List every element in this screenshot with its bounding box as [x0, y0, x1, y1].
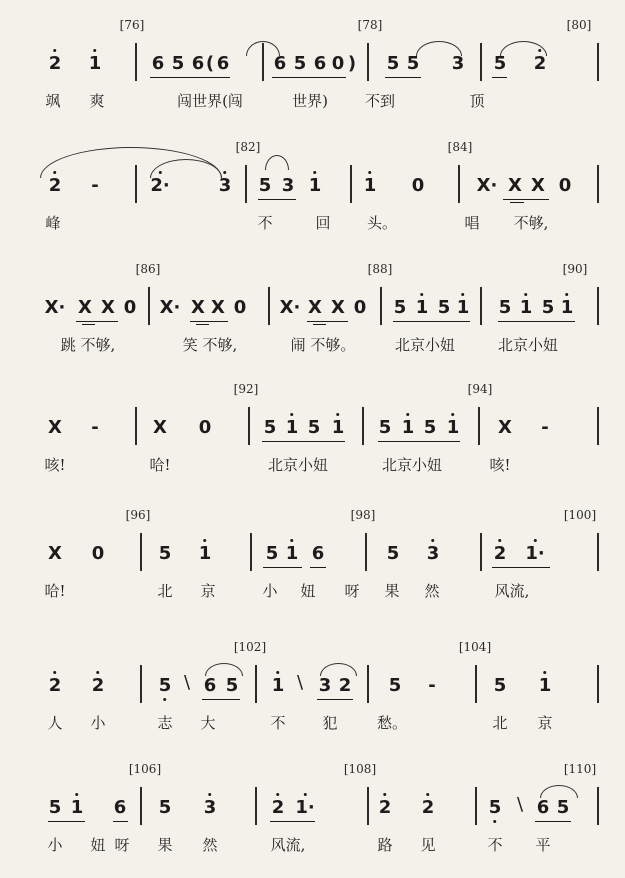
slur-arc [205, 663, 243, 676]
beam-line [492, 77, 507, 78]
notes-row [0, 165, 625, 205]
score-system [0, 508, 625, 608]
bar-line [140, 533, 142, 571]
beam-line [150, 77, 230, 78]
note-glyph: 5 [489, 799, 502, 817]
bar-line [365, 533, 367, 571]
bar-line [597, 787, 599, 825]
note-glyph: 5 [386, 53, 400, 74]
measure-number: [86] [135, 262, 161, 276]
beam-line [202, 699, 240, 700]
lyric-text: 唱 [464, 214, 480, 232]
lyric-text: 呀 [114, 836, 130, 854]
lyric-text: 果 [157, 836, 173, 854]
lyric-text: 爽 [89, 92, 105, 110]
note-glyph: 5 [158, 543, 172, 564]
beam-line [510, 202, 524, 203]
note-glyph: 2 [534, 55, 547, 73]
lyric-text: 小 [90, 714, 106, 732]
note-glyph: 5 [378, 417, 392, 438]
lyric-text: 呀 [344, 582, 360, 600]
measure-number: [90] [562, 262, 588, 276]
glissando-mark: \ [296, 672, 304, 693]
note-glyph: 1 [539, 677, 552, 695]
measure-number: [82] [235, 140, 261, 154]
octave-dot [462, 293, 465, 296]
lyric-text: 犯 [322, 714, 338, 732]
notes-row [0, 43, 625, 83]
note-glyph: 2 [49, 677, 62, 695]
bar-line [367, 787, 369, 825]
note-glyph: 0 [331, 53, 345, 74]
note-glyph: 6 [113, 797, 127, 818]
score-system [0, 640, 625, 740]
note-glyph: 6 [203, 675, 217, 696]
lyric-text: 愁。 [376, 714, 408, 732]
lyric-text: 果 [384, 582, 400, 600]
score-system [0, 382, 625, 482]
measure-number: [106] [128, 762, 162, 776]
beam-line [258, 199, 296, 200]
measure-number: [96] [125, 508, 151, 522]
octave-dot [499, 539, 502, 542]
note-glyph: X [498, 417, 512, 438]
beam-line [393, 321, 470, 322]
lyric-text: 闯世界(闯 [177, 92, 243, 110]
lyric-text: 北 [492, 714, 508, 732]
note-glyph: 5 [293, 53, 307, 74]
beam-line [263, 567, 302, 568]
lyric-text: 北京小妞 [394, 336, 456, 354]
measure-number: [88] [367, 262, 393, 276]
octave-dot [97, 671, 100, 674]
note-glyph: 1 [402, 419, 415, 437]
note-glyph: 5 [493, 675, 507, 696]
octave-dot [494, 820, 497, 823]
lyric-text: 咳! [489, 456, 511, 474]
note-glyph: 1 [364, 177, 377, 195]
bar-line [480, 287, 482, 325]
bar-line [478, 407, 480, 445]
note-glyph: 5 [556, 797, 570, 818]
note-glyph: X· [44, 297, 66, 318]
lyric-text: 见 [420, 836, 436, 854]
note-glyph: 6 [536, 797, 550, 818]
bar-line [597, 165, 599, 203]
note-glyph: X [78, 297, 92, 318]
note-glyph: X [531, 175, 545, 196]
slur-arc [246, 41, 280, 56]
lyric-text: 然 [424, 582, 440, 600]
note-glyph: 3 [219, 177, 232, 195]
note-glyph: 6 [273, 53, 287, 74]
beam-line [76, 321, 118, 322]
measure-number: [104] [458, 640, 492, 654]
note-glyph: 5 [258, 175, 272, 196]
note-glyph: 2 [338, 675, 352, 696]
beam-line [307, 321, 348, 322]
note-glyph: 5 [437, 297, 451, 318]
octave-dot [384, 793, 387, 796]
glissando-mark: \ [516, 794, 524, 815]
lyric-text: 不够, [513, 214, 549, 232]
measure-number: [76] [119, 18, 145, 32]
lyric-text: 不 [270, 714, 286, 732]
note-glyph: 2 [272, 799, 285, 817]
bar-line [367, 665, 369, 703]
note-glyph: 1 [309, 177, 322, 195]
bar-line [148, 287, 150, 325]
bar-line [475, 787, 477, 825]
note-glyph: ) [347, 53, 357, 74]
note-glyph: 5 [48, 797, 62, 818]
lyric-text: 回 [315, 214, 331, 232]
measure-number: [108] [343, 762, 377, 776]
octave-dot [534, 539, 537, 542]
note-glyph: 1 [71, 799, 84, 817]
note-glyph: 5 [388, 675, 402, 696]
beam-line [535, 821, 571, 822]
note-glyph: 6 [311, 543, 325, 564]
lyric-text: 京 [200, 582, 216, 600]
note-glyph: 5 [386, 543, 400, 564]
note-glyph: 1 [416, 299, 429, 317]
lyric-text: 不 [487, 836, 503, 854]
note-glyph: X [191, 297, 205, 318]
note-glyph: ( [205, 53, 215, 74]
octave-dot [277, 793, 280, 796]
beam-line [503, 199, 549, 200]
lyric-text: 人 [47, 714, 63, 732]
note-glyph: 3 [318, 675, 332, 696]
note-glyph: X· [159, 297, 181, 318]
note-glyph: 5 [263, 417, 277, 438]
note-glyph: 1 [520, 299, 533, 317]
slur-arc [265, 155, 289, 170]
note-glyph: 1 [272, 677, 285, 695]
bar-line [268, 287, 270, 325]
bar-line [480, 533, 482, 571]
octave-dot [94, 49, 97, 52]
note-glyph: 6 [313, 53, 327, 74]
measure-number: [110] [563, 762, 597, 776]
lyric-text: 妞 [90, 836, 106, 854]
note-glyph: 2 [494, 545, 507, 563]
note-glyph: 6 [191, 53, 205, 74]
note-glyph: 2· [150, 177, 169, 195]
octave-dot [76, 793, 79, 796]
octave-dot [566, 293, 569, 296]
octave-dot [204, 539, 207, 542]
beam-line [113, 821, 128, 822]
octave-dot [432, 539, 435, 542]
octave-dot [369, 171, 372, 174]
lyric-text: 京 [537, 714, 553, 732]
bar-line [248, 407, 250, 445]
glissando-mark: \ [183, 672, 191, 693]
note-glyph: 1· [295, 799, 314, 817]
note-glyph: X [508, 175, 522, 196]
lyric-text: 北京小妞 [267, 456, 329, 474]
bar-line [255, 665, 257, 703]
note-glyph: 5 [393, 297, 407, 318]
lyric-text: 路 [377, 836, 393, 854]
octave-dot [54, 671, 57, 674]
bar-line [480, 43, 482, 81]
bar-line [380, 287, 382, 325]
slur-arc [416, 41, 462, 56]
lyric-text: 闹 不够。 [290, 336, 356, 354]
note-glyph: 0 [91, 543, 105, 564]
lyric-text: 小 [47, 836, 63, 854]
octave-dot [277, 671, 280, 674]
note-glyph: 0 [411, 175, 425, 196]
beam-line [272, 77, 346, 78]
beam-line [378, 441, 460, 442]
note-glyph: 0 [123, 297, 137, 318]
lyric-text: 跳 不够, [60, 336, 116, 354]
lyric-text: 笑 不够, [182, 336, 238, 354]
note-glyph: 5 [307, 417, 321, 438]
note-glyph: X· [279, 297, 301, 318]
measure-number: [94] [467, 382, 493, 396]
octave-dot [164, 698, 167, 701]
octave-dot [314, 171, 317, 174]
lyric-text: 不 [257, 214, 273, 232]
bar-line [597, 43, 599, 81]
bar-line [597, 533, 599, 571]
note-glyph: 2 [379, 799, 392, 817]
note-glyph: 1 [447, 419, 460, 437]
measure-number: [78] [357, 18, 383, 32]
lyric-text: 然 [202, 836, 218, 854]
note-glyph: 5 [541, 297, 555, 318]
measure-number: [102] [233, 640, 267, 654]
note-glyph: X [308, 297, 322, 318]
lyric-text: 妞 [300, 582, 316, 600]
note-glyph: X [101, 297, 115, 318]
lyric-text: 峰 [45, 214, 61, 232]
lyric-text: 不到 [364, 92, 396, 110]
score-system [0, 762, 625, 862]
note-glyph: - [428, 675, 436, 696]
lyric-text: 北京小妞 [497, 336, 559, 354]
octave-dot [291, 539, 294, 542]
beam-line [313, 324, 326, 325]
lyric-text: 哈! [149, 456, 171, 474]
note-glyph: 1 [332, 419, 345, 437]
bar-line [475, 665, 477, 703]
lyric-text: 哈! [44, 582, 66, 600]
lyric-text: 志 [157, 714, 173, 732]
beam-line [82, 324, 95, 325]
note-glyph: 6 [216, 53, 230, 74]
octave-dot [407, 413, 410, 416]
bar-line [140, 665, 142, 703]
note-glyph: 5 [225, 675, 239, 696]
note-glyph: 5 [159, 677, 172, 695]
note-glyph: 5 [423, 417, 437, 438]
bar-line [458, 165, 460, 203]
bar-line [362, 407, 364, 445]
lyric-text: 咳! [44, 456, 66, 474]
bar-line [350, 165, 352, 203]
note-glyph: X [48, 417, 62, 438]
bar-line [245, 165, 247, 203]
note-glyph: 5 [158, 797, 172, 818]
note-glyph: 0 [558, 175, 572, 196]
note-glyph: X [211, 297, 225, 318]
note-glyph: 1 [286, 545, 299, 563]
note-glyph: 1· [525, 545, 544, 563]
note-glyph: 0 [233, 297, 247, 318]
lyric-text: 头。 [366, 214, 398, 232]
note-glyph: X [331, 297, 345, 318]
measure-number: [84] [447, 140, 473, 154]
beam-line [385, 77, 421, 78]
note-glyph: 3 [427, 545, 440, 563]
note-glyph: 2 [92, 677, 105, 695]
octave-dot [525, 293, 528, 296]
note-glyph: - [91, 417, 99, 438]
notes-row [0, 287, 625, 327]
note-glyph: 5 [406, 53, 420, 74]
octave-dot [54, 49, 57, 52]
note-glyph: 5 [265, 543, 279, 564]
beam-line [498, 321, 575, 322]
slur-arc [320, 663, 357, 676]
score-system [0, 18, 625, 118]
bar-line [597, 665, 599, 703]
note-glyph: 2 [49, 177, 62, 195]
note-glyph: 1 [561, 299, 574, 317]
bar-line [135, 43, 137, 81]
lyric-text: 小 [262, 582, 278, 600]
bar-line [597, 287, 599, 325]
slur-arc [500, 41, 547, 56]
lyric-text: 大 [200, 714, 216, 732]
octave-dot [544, 671, 547, 674]
note-glyph: - [91, 175, 99, 196]
note-glyph: 2 [49, 55, 62, 73]
bar-line [597, 407, 599, 445]
score-system [0, 140, 625, 240]
note-glyph: 5 [171, 53, 185, 74]
note-glyph: 1 [199, 545, 212, 563]
octave-dot [224, 171, 227, 174]
notes-row [0, 407, 625, 447]
note-glyph: 3 [451, 53, 465, 74]
measure-number: [92] [233, 382, 259, 396]
notes-row [0, 533, 625, 573]
note-glyph: 5 [498, 297, 512, 318]
bar-line [135, 407, 137, 445]
note-glyph: 1 [89, 55, 102, 73]
bar-line [367, 43, 369, 81]
beam-line [317, 699, 353, 700]
octave-dot [427, 793, 430, 796]
bar-line [140, 787, 142, 825]
beam-line [262, 441, 345, 442]
score-system [0, 262, 625, 362]
bar-line [255, 787, 257, 825]
note-glyph: 1 [286, 419, 299, 437]
note-glyph: X [153, 417, 167, 438]
note-glyph: 3 [281, 175, 295, 196]
note-glyph: 2 [422, 799, 435, 817]
octave-dot [452, 413, 455, 416]
note-glyph: X [48, 543, 62, 564]
octave-dot [209, 793, 212, 796]
note-glyph: 5 [493, 53, 507, 74]
measure-number: [98] [350, 508, 376, 522]
octave-dot [304, 793, 307, 796]
beam-line [310, 567, 326, 568]
measure-number: [100] [563, 508, 597, 522]
note-glyph: 6 [151, 53, 165, 74]
octave-dot [421, 293, 424, 296]
slur-arc [540, 785, 578, 798]
note-glyph: 3 [204, 799, 217, 817]
beam-line [190, 321, 228, 322]
octave-dot [291, 413, 294, 416]
lyric-text: 北京小妞 [381, 456, 443, 474]
octave-dot [337, 413, 340, 416]
note-glyph: 0 [198, 417, 212, 438]
beam-line [492, 567, 550, 568]
measure-number: [80] [566, 18, 592, 32]
lyric-text: 顶 [469, 92, 485, 110]
beam-line [48, 821, 85, 822]
lyric-text: 北 [157, 582, 173, 600]
note-glyph: 0 [353, 297, 367, 318]
notes-row [0, 787, 625, 827]
beam-line [270, 821, 315, 822]
note-glyph: - [541, 417, 549, 438]
beam-line [196, 324, 209, 325]
lyric-text: 世界) [292, 92, 328, 110]
note-glyph: 1 [457, 299, 470, 317]
note-glyph: X· [476, 175, 498, 196]
lyric-text: 风流, [270, 836, 306, 854]
notes-row [0, 665, 625, 705]
lyric-text: 飒 [45, 92, 61, 110]
bar-line [250, 533, 252, 571]
lyric-text: 风流, [494, 582, 530, 600]
lyric-text: 平 [535, 836, 551, 854]
